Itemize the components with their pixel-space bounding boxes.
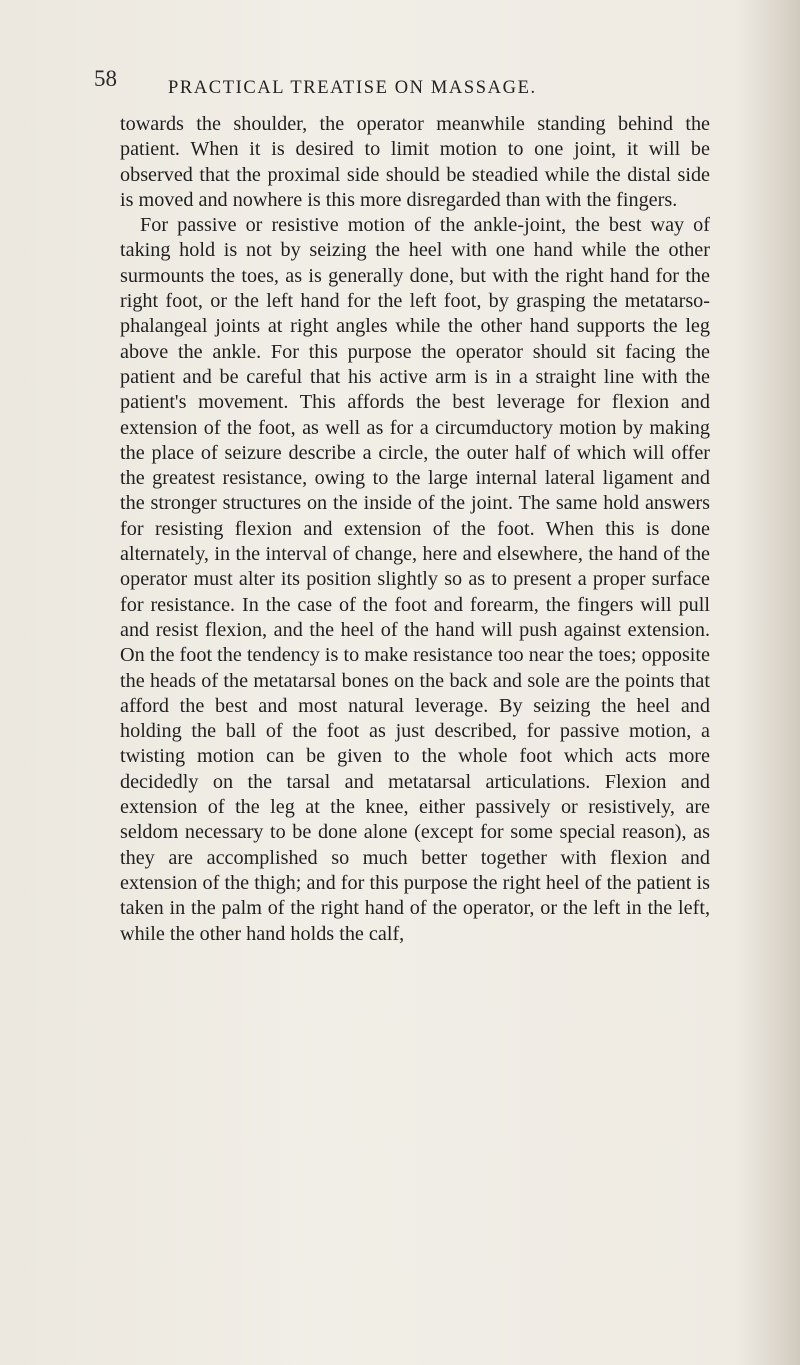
page-header	[94, 66, 720, 106]
paragraph-ankle-joint: For passive or resistive motion of the ankle-joint, the best way of taking hold is not by seizing the heel with one hand while the other surmounts the toes, as is generally done, but with the right hand for the right foot, or the left hand for the left foot, by grasping the metatarso-phalangeal joints at right angles while the other hand supports the leg above the ankle. For this purpose the operator should sit facing the patient and be careful that his active arm is in a straight line with the patient's movement. This affords the best leverage for flexion and extension of the foot, as well as for a circumductory motion by making the place of seizure describe a circle, the outer half of which will offer the greatest resistance, owing to the large internal lateral ligament and the stronger structures on the inside of the joint. The same hold answers for resisting flexion and extension of the foot. When this is done alternately, in the interval of change, here and elsewhere, the hand of the operator must alter its position slightly so as to present a proper surface for resistance. In the case of the foot and forearm, the fingers will pull and resist flexion, and the heel of the hand will push against extension. On the foot the tendency is to make resistance too near the toes; opposite the heads of the metatarsal bones on the back and sole are the points that afford the best and most natural leverage. By seizing the heel and holding the ball of the foot as just described, for passive motion, a twisting motion can be given to the whole foot which acts more decidedly on the tarsal and metatarsal articulations. Flexion and extension of the leg at the knee, either passively or resistively, are seldom necessary to be done alone (except for some special reason), as they are accomplished so much better together with flexion and extension of the thigh; and for this purpose the right heel of the patient is taken in the palm of the right hand of the operator, or the left in the left, while the other hand holds the calf,	[120, 214, 710, 945]
body-text	[120, 112, 710, 947]
page-number: 58	[94, 66, 117, 91]
paragraph-continuation: towards the shoulder, the operator meanwhile standing behind the patient. When it is desired to limit motion to one joint, it will be observed that the proximal side should be steadied while the distal side is moved and nowhere is this more disregarded than with the fingers.	[120, 113, 710, 211]
running-head: PRACTICAL TREATISE ON MASSAGE.	[168, 78, 537, 98]
